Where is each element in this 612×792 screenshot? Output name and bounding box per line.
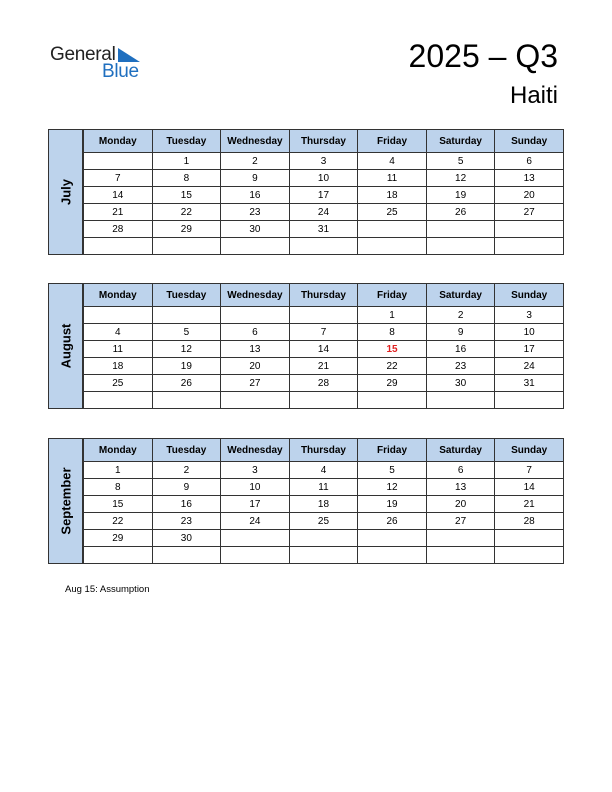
weekday-header-row [84,130,564,153]
day-cell: 7 [289,324,358,341]
weekday-sunday: Sunday [495,130,564,153]
day-cell: 8 [152,170,221,187]
day-cell: 15 [152,187,221,204]
empty-day-cell [84,153,153,170]
day-cell: 18 [84,358,153,375]
generalblue-logo [50,44,150,84]
weekday-thursday: Thursday [289,130,358,153]
weekday-friday: Friday [358,284,427,307]
day-cell: 23 [426,358,495,375]
day-cell: 27 [426,513,495,530]
day-cell: 2 [426,307,495,324]
day-cell: 21 [84,204,153,221]
empty-day-cell [289,530,358,547]
day-cell: 20 [426,496,495,513]
day-cell: 6 [221,324,290,341]
empty-day-cell [289,547,358,564]
month-grid [83,129,564,255]
empty-day-cell [152,307,221,324]
day-cell: 4 [84,324,153,341]
empty-day-cell [152,238,221,255]
day-cell: 8 [84,479,153,496]
day-cell: 13 [426,479,495,496]
holiday-day-cell: 15 [358,341,427,358]
week-row [84,153,564,170]
month-label [48,438,83,564]
weekday-wednesday: Wednesday [221,130,290,153]
day-cell: 8 [358,324,427,341]
empty-day-cell [426,547,495,564]
weekday-tuesday: Tuesday [152,130,221,153]
day-cell: 26 [426,204,495,221]
day-cell: 9 [152,479,221,496]
day-cell: 16 [221,187,290,204]
weekday-thursday: Thursday [289,439,358,462]
day-cell: 3 [221,462,290,479]
page-title: 2025 – Q3 [408,38,558,74]
empty-day-cell [358,530,427,547]
week-row [84,324,564,341]
day-cell: 2 [152,462,221,479]
day-cell: 22 [152,204,221,221]
day-cell: 29 [84,530,153,547]
weekday-wednesday: Wednesday [221,284,290,307]
day-cell: 29 [152,221,221,238]
day-cell: 13 [495,170,564,187]
weekday-header-row [84,284,564,307]
weekday-wednesday: Wednesday [221,439,290,462]
day-cell: 11 [84,341,153,358]
empty-day-cell [358,392,427,409]
week-row [84,547,564,564]
day-cell: 2 [221,153,290,170]
empty-day-cell [426,392,495,409]
day-cell: 17 [289,187,358,204]
empty-day-cell [495,392,564,409]
day-cell: 7 [84,170,153,187]
empty-day-cell [221,307,290,324]
day-cell: 30 [221,221,290,238]
empty-day-cell [495,238,564,255]
day-cell: 28 [84,221,153,238]
day-cell: 9 [426,324,495,341]
empty-day-cell [289,307,358,324]
empty-day-cell [84,307,153,324]
weekday-tuesday: Tuesday [152,439,221,462]
day-cell: 5 [358,462,427,479]
day-cell: 28 [289,375,358,392]
day-cell: 21 [289,358,358,375]
day-cell: 12 [426,170,495,187]
day-cell: 16 [426,341,495,358]
day-cell: 23 [221,204,290,221]
weekday-monday: Monday [84,284,153,307]
day-cell: 12 [358,479,427,496]
week-row [84,496,564,513]
weekday-monday: Monday [84,439,153,462]
day-cell: 19 [426,187,495,204]
weekday-friday: Friday [358,130,427,153]
day-cell: 1 [152,153,221,170]
day-cell: 3 [495,307,564,324]
day-cell: 31 [289,221,358,238]
week-row [84,221,564,238]
weekday-friday: Friday [358,439,427,462]
empty-day-cell [221,238,290,255]
day-cell: 24 [495,358,564,375]
day-cell: 14 [84,187,153,204]
day-cell: 7 [495,462,564,479]
empty-day-cell [221,547,290,564]
day-cell: 27 [221,375,290,392]
empty-day-cell [358,547,427,564]
month-name: July [58,178,73,206]
month-label [48,129,83,255]
week-row [84,341,564,358]
day-cell: 10 [495,324,564,341]
day-cell: 19 [358,496,427,513]
empty-day-cell [289,392,358,409]
day-cell: 26 [152,375,221,392]
weekday-header-row [84,439,564,462]
month-name: August [58,323,73,369]
empty-day-cell [152,392,221,409]
empty-day-cell [426,530,495,547]
day-cell: 23 [152,513,221,530]
day-cell: 25 [84,375,153,392]
empty-day-cell [289,238,358,255]
weekday-saturday: Saturday [426,439,495,462]
day-cell: 4 [289,462,358,479]
week-row [84,375,564,392]
weekday-monday: Monday [84,130,153,153]
day-cell: 27 [495,204,564,221]
country-name: Haiti [509,82,558,109]
weekday-tuesday: Tuesday [152,284,221,307]
day-cell: 24 [289,204,358,221]
week-row [84,307,564,324]
logo-triangle-icon [118,48,140,62]
weekday-saturday: Saturday [426,130,495,153]
day-cell: 30 [152,530,221,547]
week-row [84,462,564,479]
day-cell: 6 [495,153,564,170]
day-cell: 19 [152,358,221,375]
logo-text-general: General [50,44,116,65]
day-cell: 18 [358,187,427,204]
empty-day-cell [221,530,290,547]
day-cell: 3 [289,153,358,170]
day-cell: 10 [221,479,290,496]
day-cell: 5 [152,324,221,341]
day-cell: 5 [426,153,495,170]
week-row [84,204,564,221]
day-cell: 1 [358,307,427,324]
week-row [84,530,564,547]
day-cell: 16 [152,496,221,513]
empty-day-cell [84,547,153,564]
weekday-thursday: Thursday [289,284,358,307]
month-label [48,283,83,409]
month-grid [83,283,564,409]
day-cell: 25 [289,513,358,530]
empty-day-cell [84,392,153,409]
day-cell: 20 [221,358,290,375]
day-cell: 22 [358,358,427,375]
day-cell: 26 [358,513,427,530]
day-cell: 4 [358,153,427,170]
week-row [84,392,564,409]
month-name: September [58,467,73,535]
empty-day-cell [495,221,564,238]
week-row [84,170,564,187]
week-row [84,187,564,204]
day-cell: 11 [358,170,427,187]
empty-day-cell [495,547,564,564]
day-cell: 10 [289,170,358,187]
weekday-saturday: Saturday [426,284,495,307]
empty-day-cell [221,392,290,409]
day-cell: 14 [289,341,358,358]
day-cell: 21 [495,496,564,513]
day-cell: 15 [84,496,153,513]
empty-day-cell [84,238,153,255]
week-row [84,358,564,375]
day-cell: 14 [495,479,564,496]
day-cell: 31 [495,375,564,392]
day-cell: 20 [495,187,564,204]
day-cell: 18 [289,496,358,513]
month-grid [83,438,564,564]
day-cell: 9 [221,170,290,187]
day-cell: 24 [221,513,290,530]
day-cell: 28 [495,513,564,530]
empty-day-cell [426,221,495,238]
empty-day-cell [495,530,564,547]
day-cell: 29 [358,375,427,392]
day-cell: 22 [84,513,153,530]
week-row [84,513,564,530]
day-cell: 17 [221,496,290,513]
empty-day-cell [358,238,427,255]
week-row [84,479,564,496]
empty-day-cell [358,221,427,238]
day-cell: 12 [152,341,221,358]
weekday-sunday: Sunday [495,439,564,462]
week-row [84,238,564,255]
empty-day-cell [426,238,495,255]
empty-day-cell [152,547,221,564]
day-cell: 11 [289,479,358,496]
holiday-note: Aug 15: Assumption [65,584,150,595]
weekday-sunday: Sunday [495,284,564,307]
day-cell: 6 [426,462,495,479]
day-cell: 25 [358,204,427,221]
day-cell: 30 [426,375,495,392]
logo-text-blue: Blue [102,61,139,82]
day-cell: 17 [495,341,564,358]
day-cell: 1 [84,462,153,479]
day-cell: 13 [221,341,290,358]
